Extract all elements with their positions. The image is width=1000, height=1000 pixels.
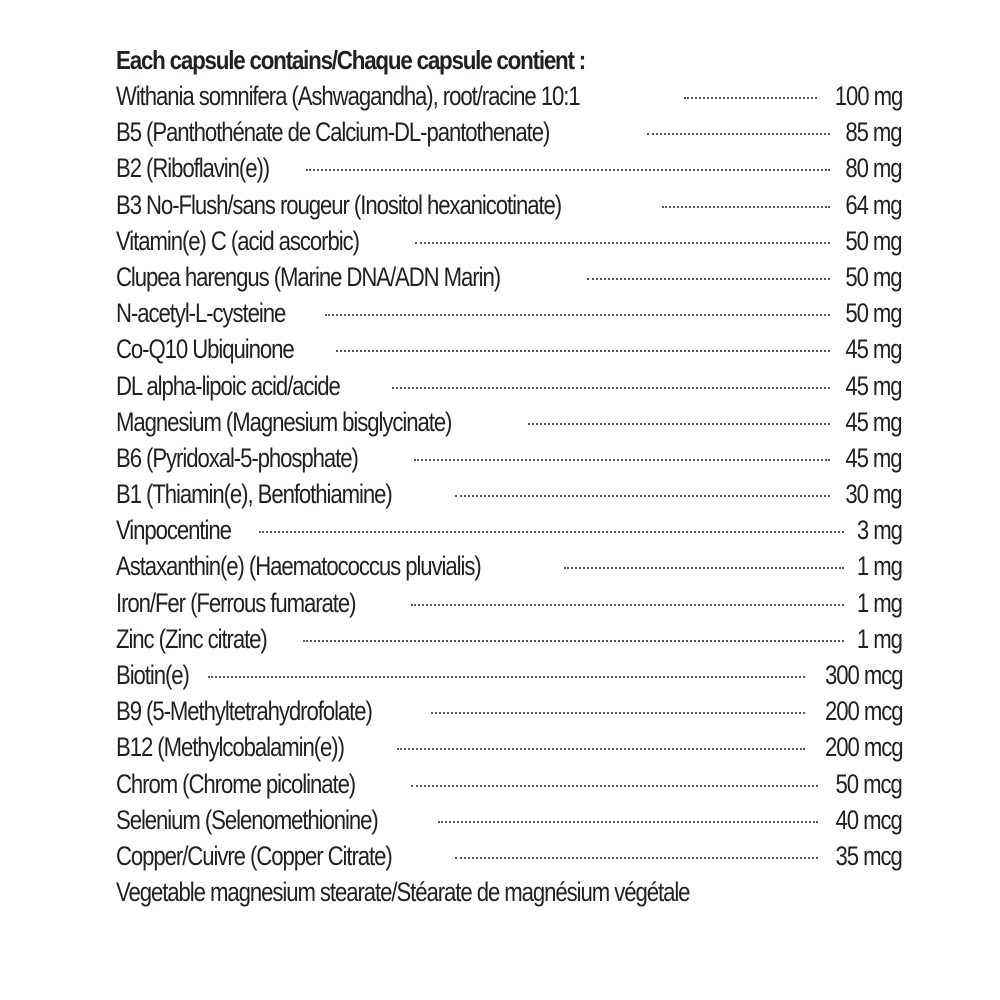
ingredient-name: Astaxanthin(e) (Haematococcus pluvialis) bbox=[116, 551, 481, 582]
dot-leader bbox=[414, 459, 831, 461]
ingredient-name: B2 (Riboflavin(e)) bbox=[116, 153, 270, 184]
dot-leader bbox=[431, 712, 805, 714]
ingredient-name: Vitamin(e) C (acid ascorbic) bbox=[116, 225, 359, 256]
other-ingredients-text: Vegetable magnesium stearate/Stéarate de magnésium végétale bbox=[116, 877, 690, 908]
ingredient-name: Chrom (Chrome picolinate) bbox=[116, 768, 356, 799]
ingredient-name: B5 (Panthothénate de Calcium-DL-pantothenate) bbox=[116, 117, 550, 148]
dot-leader bbox=[303, 640, 844, 642]
ingredient-amount: 50 mg bbox=[845, 225, 902, 256]
ingredient-amount: 80 mg bbox=[845, 153, 902, 184]
dot-leader bbox=[647, 133, 830, 135]
dot-leader bbox=[306, 169, 831, 171]
ingredient-list bbox=[116, 78, 902, 874]
ingredient-row bbox=[116, 331, 902, 367]
ingredient-amount: 100 mg bbox=[834, 81, 902, 111]
other-ingredients-note bbox=[116, 874, 902, 910]
ingredient-row bbox=[116, 621, 902, 657]
ingredient-amount: 45 mg bbox=[845, 406, 902, 437]
ingredient-row bbox=[116, 150, 902, 186]
dot-leader bbox=[411, 785, 819, 787]
ingredient-row bbox=[116, 259, 902, 295]
dot-leader bbox=[455, 857, 818, 859]
ingredient-name: Biotin(e) bbox=[116, 660, 189, 690]
ingredient-name: Iron/Fer (Ferrous fumarate) bbox=[116, 587, 356, 618]
ingredient-amount: 1 mg bbox=[857, 587, 902, 618]
ingredient-name: B1 (Thiamin(e), Benfothiamine) bbox=[116, 479, 392, 510]
ingredient-amount: 300 mcg bbox=[824, 660, 902, 690]
ingredient-amount: 1 mg bbox=[857, 623, 902, 654]
ingredient-amount: 3 mg bbox=[857, 515, 902, 546]
ingredient-name: B12 (Methylcobalamin(e)) bbox=[116, 732, 344, 763]
dot-leader bbox=[392, 387, 831, 389]
dot-leader bbox=[415, 242, 830, 244]
dot-leader bbox=[259, 531, 844, 533]
ingredient-row bbox=[116, 440, 902, 476]
ingredient-name: Clupea harengus (Marine DNA/ADN Marin) bbox=[116, 261, 501, 292]
ingredient-amount: 45 mg bbox=[845, 370, 902, 401]
ingredient-row bbox=[116, 114, 902, 150]
ingredient-name: DL alpha-lipoic acid/acide bbox=[116, 370, 340, 401]
dot-leader bbox=[411, 604, 844, 606]
ingredient-row bbox=[116, 766, 902, 802]
ingredient-amount: 64 mg bbox=[845, 189, 902, 220]
ingredient-row bbox=[116, 585, 902, 621]
ingredient-row bbox=[116, 187, 902, 223]
dot-leader bbox=[587, 278, 830, 280]
ingredient-amount: 45 mg bbox=[845, 334, 902, 365]
ingredient-row bbox=[116, 548, 902, 584]
supplement-facts-panel bbox=[116, 42, 902, 910]
ingredient-amount: 35 mcg bbox=[835, 840, 902, 871]
ingredient-name: Selenium (Selenomethionine) bbox=[116, 804, 378, 835]
ingredient-name: Copper/Cuivre (Copper Citrate) bbox=[116, 840, 392, 871]
ingredient-row bbox=[116, 78, 902, 114]
ingredient-amount: 50 mg bbox=[845, 261, 902, 292]
dot-leader bbox=[397, 748, 805, 750]
ingredient-amount: 200 mcg bbox=[824, 696, 902, 727]
ingredient-amount: 85 mg bbox=[845, 117, 902, 148]
ingredient-name: Zinc (Zinc citrate) bbox=[116, 623, 267, 654]
ingredient-amount: 40 mcg bbox=[835, 804, 902, 835]
dot-leader bbox=[455, 495, 830, 497]
ingredient-row bbox=[116, 368, 902, 404]
ingredient-row bbox=[116, 802, 902, 838]
dot-leader bbox=[684, 97, 816, 99]
ingredient-row bbox=[116, 223, 902, 259]
ingredient-amount: 1 mg bbox=[857, 551, 902, 582]
ingredient-row bbox=[116, 838, 902, 874]
ingredient-amount: 50 mg bbox=[845, 298, 902, 329]
ingredient-name: B6 (Pyridoxal-5-phosphate) bbox=[116, 442, 358, 473]
ingredient-amount: 50 mcg bbox=[835, 768, 902, 799]
dot-leader bbox=[325, 314, 830, 316]
ingredient-row bbox=[116, 476, 902, 512]
dot-leader bbox=[564, 567, 844, 569]
dot-leader bbox=[208, 676, 805, 678]
ingredient-row bbox=[116, 295, 902, 331]
ingredient-name: B9 (5-Methyltetrahydrofolate) bbox=[116, 696, 372, 727]
ingredient-name: Magnesium (Magnesium bisglycinate) bbox=[116, 406, 452, 437]
ingredient-row bbox=[116, 693, 902, 729]
ingredient-name: Vinpocentine bbox=[116, 515, 231, 546]
ingredient-name: Co-Q10 Ubiquinone bbox=[116, 334, 294, 365]
ingredient-amount: 200 mcg bbox=[824, 732, 902, 763]
ingredient-name: B3 No-Flush/sans rougeur (Inositol hexanicotinate) bbox=[116, 189, 562, 220]
dot-leader bbox=[438, 821, 818, 823]
ingredient-row bbox=[116, 657, 902, 693]
ingredient-row bbox=[116, 729, 902, 765]
dot-leader bbox=[528, 423, 830, 425]
ingredient-row bbox=[116, 404, 902, 440]
ingredient-name: Withania somnifera (Ashwagandha), root/racine 10:1 bbox=[116, 81, 580, 111]
ingredient-amount: 30 mg bbox=[845, 479, 902, 510]
ingredient-name: N-acetyl-L-cysteine bbox=[116, 298, 286, 329]
ingredient-amount: 45 mg bbox=[845, 442, 902, 473]
dot-leader bbox=[662, 206, 831, 208]
dot-leader bbox=[336, 350, 831, 352]
label-heading: Each capsule contains/Chaque capsule contient : bbox=[116, 45, 586, 75]
ingredient-row bbox=[116, 512, 902, 548]
